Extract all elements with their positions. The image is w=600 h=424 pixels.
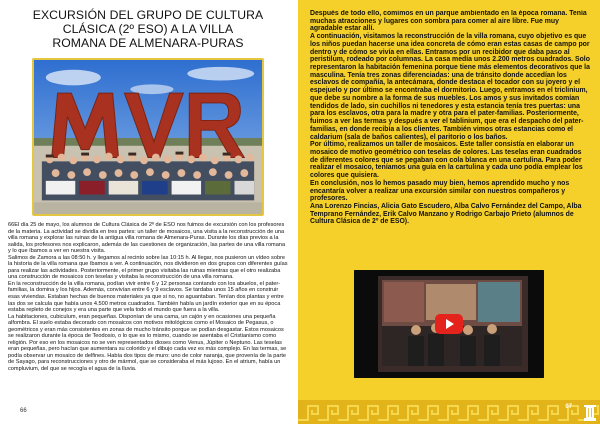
greek-key-border bbox=[298, 400, 600, 424]
right-page bbox=[298, 0, 600, 424]
title-line-1: EXCURSIÓN DEL GRUPO DE CULTURA bbox=[32, 8, 264, 22]
right-paragraph-2: A continuación, visitamos la reconstrucción de la villa romana, cuyo objetivo es que los niños puedan hacerse una idea concreta de cómo eran estas casas de campo por dentro y de cómo se vivía en ellas. Entramos por un recibidor que daba paso al peristilum, rodeado por columnas. La casa medía unos 2.200 metros cuadrados. Solo representaron la habitación femenina porque tiene más elementos decorativos que la masculina. Tenía tres zonas diferenciadas: una de tránsito donde accedían los esclavos de compañía, la antecámara, donde destaca el tocador con su joyero y el espejuelo y por último se encontraba el dormitorio. Luego, entramos en el triclinium, que debe su nombre a la forma de sus muebles. Los amos y sus invitados comían tendidos de lado, sin cuchillos ni tenedores y esta estancia tenía tres puertas: una para los esclavos, otra para la madre y otra para el pater-familias. Posteriormente, fuimos a ver las termas y después a ver el tablinium, que era el despacho del pater-familias, en donde recibía a los clientes. También vimos otras estancias como el caldarium (sala de baños calientes), el paritorio o los baños. bbox=[310, 33, 590, 141]
right-paragraph-5: Ana Lorenzo Fincias, Alicia Gato Escudero, Alba Calvo Fernández del Campo, Alba Temprano Fernández, Erik Calvo Manzano y Rodrigo Carbajo Prieto (alumnos de Cultura Clásica de 2º de ESO). bbox=[310, 202, 582, 226]
youtube-play-icon[interactable] bbox=[435, 314, 463, 334]
left-page bbox=[0, 0, 298, 424]
video-player[interactable] bbox=[354, 270, 544, 378]
left-paragraph-4: La habitaciones, cubiculum, eran pequeñas. Disponían de una cama, un cajón y en ocasiones una pequeña alfombra. El suelo estaba decorado con mosaicos con motivos mitológicos como el Mosaico de Pegasus, o geométricos y eran más consistentes en zonas de mucho tránsito porque se podían desgastar. Estos mosaicos se realizaron durante la época de Teodosio, o lo que es lo mismo, cuando se asentaba el Cristianismo como religión. Por eso en los mosaicos no se ven representados dioses como Venus, Júpiter o Neptuno. Las teselas eran pequeñas, pero hacían que aumentara su colorido y el dibujo cada vez es más complejo. En las termas, se podía observar un mosaico de delfines. Había dos tipos de muro: uno de color naranja, que provenía de la parte de Sayago, para reconstrucciones y otro de mármol, que se consideraba el más lujoso. En el atrium, había un compluvium, del que se recogía el agua de la lluvia. bbox=[8, 313, 287, 373]
greek-key-pattern-icon bbox=[298, 400, 600, 424]
right-paragraph-4: En conclusión, nos lo hemos pasado muy bien, hemos aprendido mucho y nos encantaría volver a realizar una excursión similar con nuestros compañeros y profesores. bbox=[310, 179, 570, 203]
play-triangle-icon bbox=[446, 319, 454, 329]
right-paragraph-3: Por último, realizamos un taller de mosaicos. Este taller consistía en elaborar un mosaico de motivo geométrico con teselas de colores. Las teselas eran cuadrados de diferentes colores que se pegaban con cola blanca en una cartulina. Para poder realizar el mosaico, teníamos una guía en la cartulina y cada uno podía emplear los colores que quisiera. bbox=[310, 141, 583, 180]
title-line-3: ROMANA DE ALMENARA-PURAS bbox=[52, 36, 244, 50]
left-paragraph-1: 66El día 25 de mayo, los alumnos de Cultura Clásica de 2º de ESO nos fuimos de excursión con los profesores de la materia. La actividad se dividía en tres partes: un taller de mosaicos, una visita a la reconstrucción de una villa romana y explorar las ruinas de la antigua villa romana de Almenara-Puras. Durante los días previos a la salida, los profesores nos explicaron, además de las cuestiones de organización, las partes de una villa romana y lo que íbamos a ver en nuestra visita. bbox=[8, 222, 286, 255]
left-paragraph-3: En la reconstrucción de la villa romana, podían vivir entre 6 y 12 personas contando con los abuelos, el pater-familias, la domina y los hijos. Además, convivían entre 6 y 9 esclavos. Se tardaba unos 15 años en construir esas viviendas. Estaban hechas de buenos materiales ya que si no, no aguantaban. Tenían dos plantas y entre las dos se calcula que había unos 4.500 metros cuadrados. También había un jardín exterior que en su época estaba repleto de conejos y era una parte que vela todo el mundo que fuera a la villa. bbox=[8, 280, 284, 314]
article-body-right bbox=[310, 10, 590, 264]
article-title bbox=[16, 8, 280, 50]
right-paragraph-1: Después de todo ello, comimos en un parque ambientado en la época romana. Tenía muchas atracciones y lugares con sombra para comer al aire libre. Fue muy agradable estar allí. bbox=[310, 10, 587, 33]
title-line-2: CLÁSICA (2º ESO) A LA VILLA bbox=[62, 22, 234, 36]
group-photo-image bbox=[34, 60, 262, 214]
article-body-left bbox=[8, 222, 288, 404]
left-paragraph-2: Salimos de Zamora a las 08:50 h. y llegamos al recinto sobre las 10:15 h. Al llegar, nos pusieron un vídeo sobre la historia de la villa romana que íbamos a ver. A continuación, nos dividieron en dos grupos con diferentes guías para realizar las actividades. Posteriormente, el primer grupo visitaba las ruinas mientras que el otro realizaba una construcción de mosaicos con teselas y visitaba la reconstrucción de una villa romana. bbox=[8, 254, 288, 281]
roman-column-icon bbox=[584, 405, 596, 421]
group-photo bbox=[32, 58, 264, 216]
page-number-left: 66 bbox=[20, 408, 27, 414]
page-number-right: 07 bbox=[565, 404, 572, 410]
